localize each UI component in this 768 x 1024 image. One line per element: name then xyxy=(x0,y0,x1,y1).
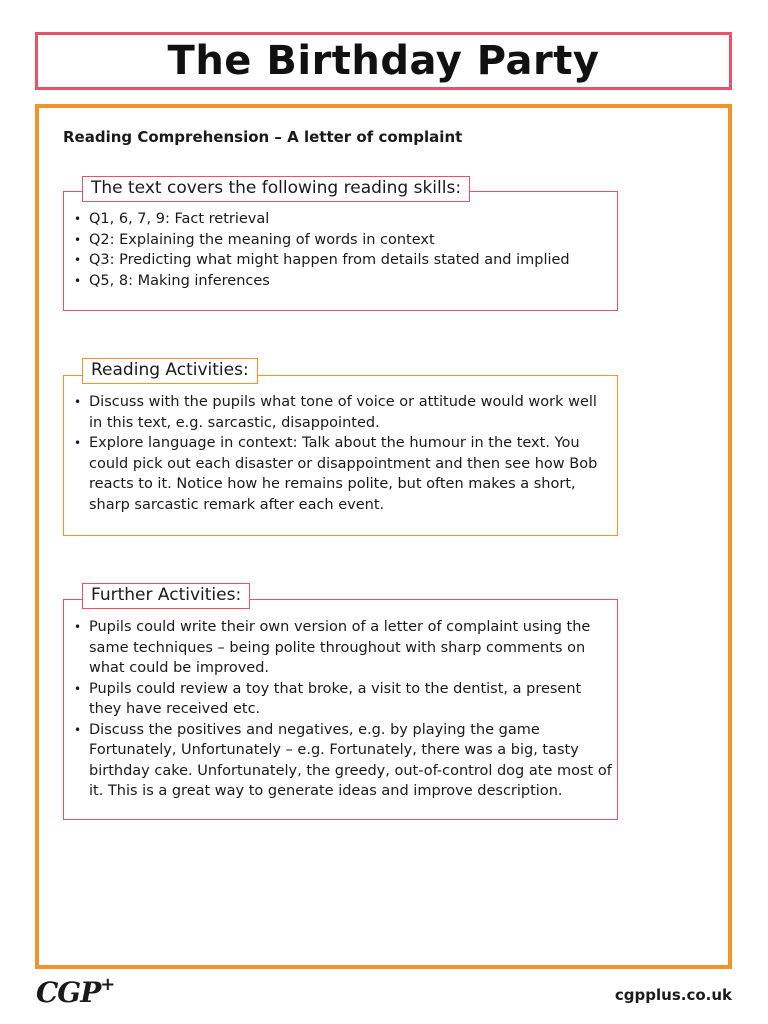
list-item: • Pupils could review a toy that broke, a visit to the dentist, a present they have received etc. xyxy=(74,679,614,720)
list-item: • Q5, 8: Making inferences xyxy=(74,271,614,292)
website-url: cgpplus.co.uk xyxy=(614,986,732,1004)
reading-activities-label: Reading Activities: xyxy=(82,358,258,384)
list-item: • Discuss the positives and negatives, e.g. by playing the game Fortunately, Unfortunately – e.g. Fortunately, there was a big, tasty birthday cake. Unfortunately, the greedy, out-of-control dog ate most of it. This is a great way to generate ideas and improve description. xyxy=(74,720,614,802)
list-item: • Discuss with the pupils what tone of voice or attitude would work well in this text, e.g. sarcastic, disappointed. xyxy=(74,392,614,433)
page-subtitle: Reading Comprehension – A letter of complaint xyxy=(63,128,463,146)
logo-text: CGP xyxy=(36,976,101,1009)
logo-plus: + xyxy=(100,974,115,995)
list-item: • Explore language in context: Talk about the humour in the text. You could pick out each disaster or disappointment and then see how Bob reacts to it. Notice how he remains polite, but often makes a short, sharp sarcastic remark after each event. xyxy=(74,433,614,515)
title-banner xyxy=(35,32,732,90)
reading-skills-list xyxy=(74,209,614,291)
list-item: • Q1, 6, 7, 9: Fact retrieval xyxy=(74,209,614,230)
further-activities-label: Further Activities: xyxy=(82,583,250,609)
further-activities-list xyxy=(74,617,614,802)
page-title: The Birthday Party xyxy=(167,38,600,84)
list-item: • Pupils could write their own version of a letter of complaint using the same techniques – being polite throughout with sharp comments on what could be improved. xyxy=(74,617,614,679)
list-item: • Q2: Explaining the meaning of words in context xyxy=(74,230,614,251)
reading-activities-list xyxy=(74,392,614,515)
list-item: • Q3: Predicting what might happen from details stated and implied xyxy=(74,250,614,271)
reading-skills-label: The text covers the following reading skills: xyxy=(82,176,470,202)
cgp-logo xyxy=(36,976,114,1009)
